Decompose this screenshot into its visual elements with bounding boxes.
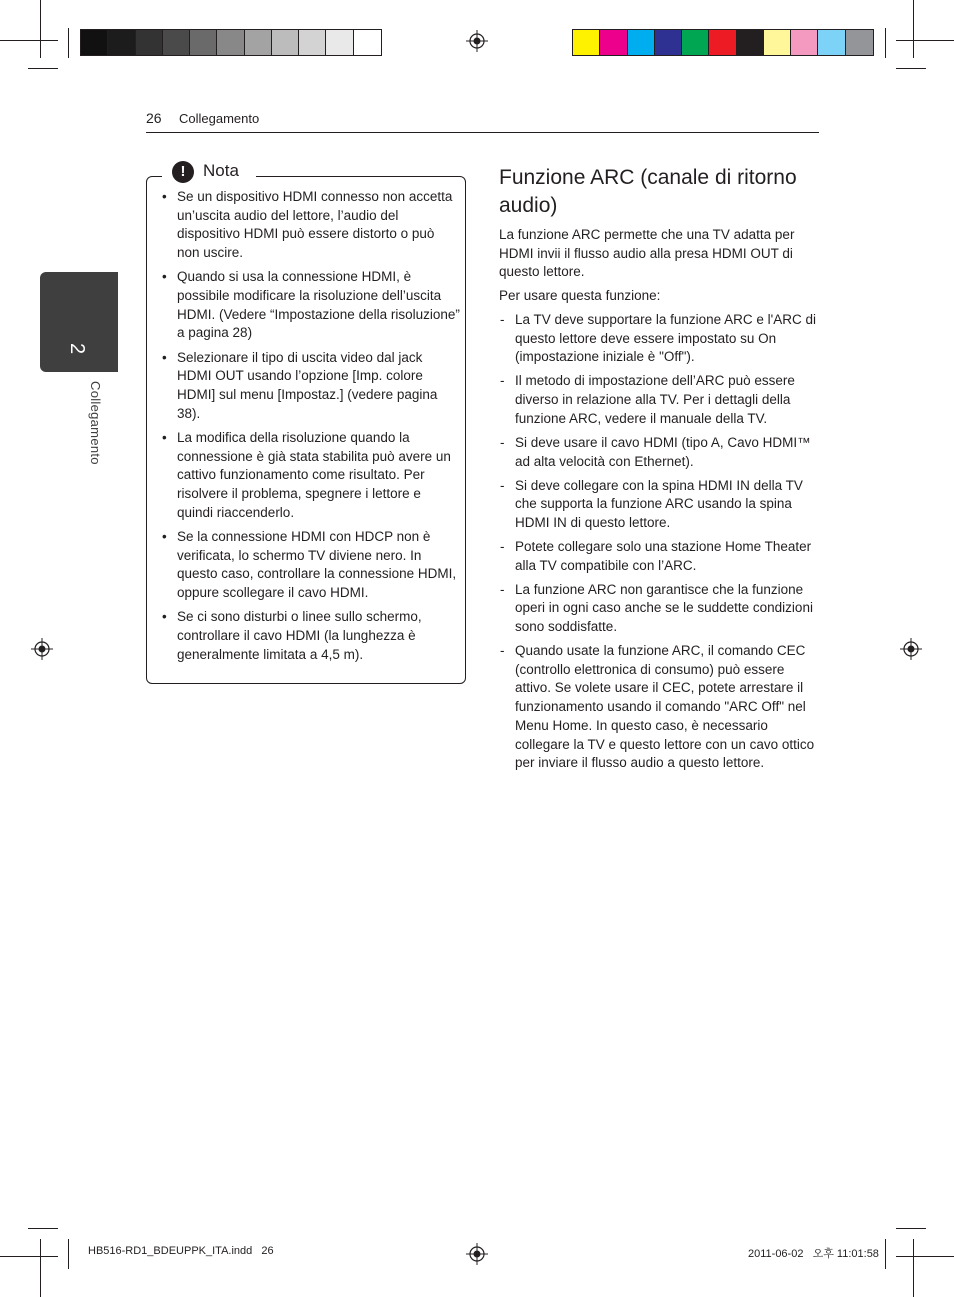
footer-file-info: HB516-RD1_BDEUPPK_ITA.indd 26 <box>88 1245 274 1257</box>
color-swatch <box>326 30 353 55</box>
gray-color-bar <box>80 29 382 56</box>
crop-mark <box>896 68 926 69</box>
footer-date-info: 2011-06-02 오후 11:01:58 <box>748 1248 879 1260</box>
running-header: Collegamento <box>179 111 260 126</box>
dash-icon: - <box>500 312 505 327</box>
note-item: • Selezionare il tipo di uscita video dal jack HDMI OUT usando l’opzione [Imp. colore HDMI] sul menu [Impostaz.] (vedere pagina 38). <box>162 349 438 421</box>
color-swatch <box>272 30 299 55</box>
bullet-icon: • <box>162 429 167 445</box>
bullet-icon: • <box>162 189 167 204</box>
color-swatch <box>354 30 381 55</box>
color-swatch <box>709 30 736 55</box>
note-item: • Se ci sono disturbi o linee sullo schermo, controllare il cavo HDMI (la lunghezza è generalmente limitata a 4,5 m). <box>162 609 422 662</box>
note-item: • Quando si usa la connessione HDMI, è possibile modificare la risoluzione dell’uscita HDMI. (Vedere “Impostazione della risoluzione” a pagina 28) <box>162 269 460 341</box>
requirement-item: - La funzione ARC non garantisce che la funzione operi in ogni caso anche se le suddette condizioni sono soddisfatte. <box>500 581 813 635</box>
color-swatch <box>299 30 326 55</box>
bullet-icon: • <box>162 269 167 285</box>
color-swatch <box>655 30 682 55</box>
note-title: Nota <box>203 161 239 180</box>
intro-paragraph: La funzione ARC permette che una TV adatta per HDMI invii il flusso audio alla presa HDMI OUT di questo lettore. <box>499 227 795 280</box>
dash-icon: - <box>500 538 505 554</box>
color-swatch <box>791 30 818 55</box>
note-list <box>160 188 460 670</box>
process-color-bar <box>572 29 874 56</box>
note-item: • La modifica della risoluzione quando la connessione è già stata stabilita può avere un cattivo funzionamento come risultato. Per risolvere il problema, spegnere i lettore e quindi riaccenderlo. <box>162 429 451 520</box>
crop-mark <box>885 1239 886 1269</box>
requirements-list <box>499 311 821 778</box>
requirement-item: - Quando usate la funzione ARC, il comando CEC (controllo elettronica di consumo) può essere attivo. Se volete usare il CEC, potete arrestare il funzionamento usando il comando "ARC Off" nel Menu Home. In questo caso, è necessario collegare la TV e questo lettore con un cavo ottico per inviare il flusso audio a questo lettore. <box>500 643 815 771</box>
crop-mark <box>40 1239 41 1297</box>
usage-label: Per usare questa funzione: <box>499 288 661 303</box>
requirement-item: - Si deve usare il cavo HDMI (tipo A, Cavo HDMI™ ad alta velocità con Ethernet). <box>500 434 811 469</box>
color-swatch <box>108 30 135 55</box>
crop-mark <box>28 1228 58 1229</box>
color-swatch <box>682 30 709 55</box>
bullet-icon: • <box>162 528 167 544</box>
exclamation-icon: ! <box>172 161 194 183</box>
dash-icon: - <box>500 643 505 659</box>
requirement-item: - Il metodo di impostazione dell’ARC può essere diverso in relazione alla TV. Per i dettagli della funzione ARC, vedere il manuale della TV. <box>500 373 795 426</box>
chapter-number: 2 <box>66 343 88 355</box>
registration-mark-icon <box>900 638 922 660</box>
color-swatch <box>737 30 764 55</box>
color-swatch <box>600 30 627 55</box>
dash-icon: - <box>500 373 505 389</box>
page-number: 26 <box>146 110 162 126</box>
chapter-tab <box>40 272 118 372</box>
requirement-item: - La TV deve supportare la funzione ARC e l'ARC di questo lettore deve essere impostato su On (impostazione iniziale è "Off"). <box>500 312 816 365</box>
color-swatch <box>163 30 190 55</box>
crop-mark <box>0 40 58 41</box>
crop-mark <box>40 0 41 58</box>
header-divider <box>146 132 819 133</box>
crop-mark <box>913 0 914 58</box>
bullet-icon: • <box>162 349 167 365</box>
crop-mark <box>896 1256 954 1257</box>
registration-mark-icon <box>466 30 488 52</box>
dash-icon: - <box>500 434 505 450</box>
dash-icon: - <box>500 477 505 493</box>
note-item: • Se la connessione HDMI con HDCP non è verificata, lo schermo TV diviene nero. In questo caso, controllare la connessione HDMI, oppure scollegare il cavo HDMI. <box>162 528 457 601</box>
crop-mark <box>885 28 886 58</box>
color-swatch <box>217 30 244 55</box>
crop-mark <box>0 1256 58 1257</box>
color-swatch <box>136 30 163 55</box>
color-swatch <box>190 30 217 55</box>
color-swatch <box>81 30 108 55</box>
color-swatch <box>245 30 272 55</box>
requirement-item: - Potete collegare solo una stazione Home Theater alla TV compatibile con l’ARC. <box>500 538 812 573</box>
color-swatch <box>573 30 600 55</box>
dash-icon: - <box>500 581 505 597</box>
note-item: • Se un dispositivo HDMI connesso non accetta un’uscita audio del lettore, l’audio del dispositivo HDMI può essere distorto o può non uscire. <box>162 189 453 261</box>
registration-mark-icon <box>31 638 53 660</box>
chapter-label: Collegamento <box>88 381 103 465</box>
registration-mark-icon <box>466 1243 488 1265</box>
crop-mark <box>28 68 58 69</box>
color-swatch <box>818 30 845 55</box>
color-swatch <box>764 30 791 55</box>
section-title: Funzione ARC (canale di ritorno audio) <box>499 166 797 217</box>
crop-mark <box>68 1239 69 1269</box>
color-swatch <box>846 30 873 55</box>
color-swatch <box>628 30 655 55</box>
requirement-item: - Si deve collegare con la spina HDMI IN della TV che supporta la funzione ARC usando la spina HDMI IN di questo lettore. <box>500 477 803 530</box>
crop-mark <box>68 28 69 58</box>
crop-mark <box>913 1239 914 1297</box>
bullet-icon: • <box>162 609 167 625</box>
crop-mark <box>896 1228 926 1229</box>
crop-mark <box>896 40 954 41</box>
